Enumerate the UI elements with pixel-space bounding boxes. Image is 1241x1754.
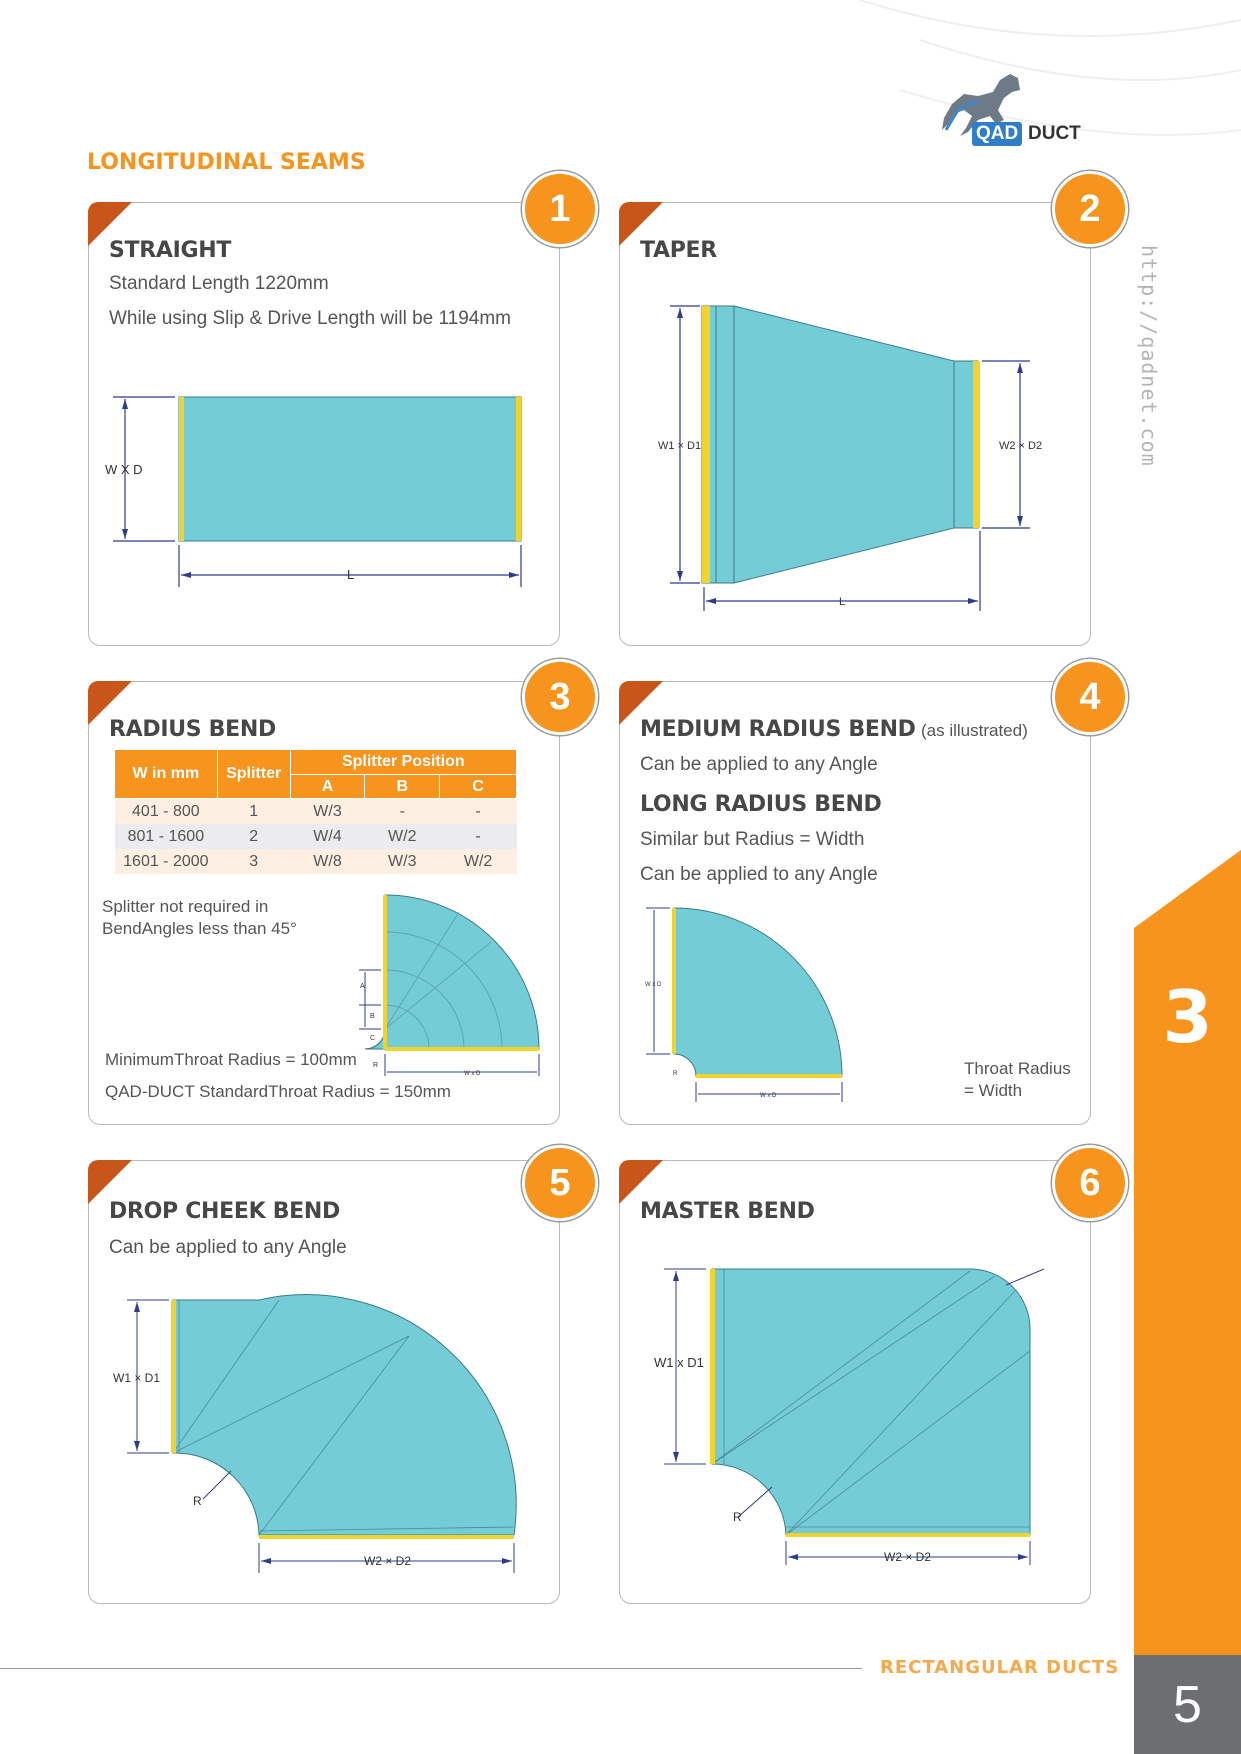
- dim-label: W x D: [760, 1093, 777, 1099]
- straight-duct-diagram: [89, 203, 561, 647]
- card-title: DROP CHEEK BEND: [109, 1199, 340, 1224]
- card-line: Can be applied to any Angle: [640, 754, 878, 775]
- table-cell: -: [440, 799, 517, 825]
- chapter-number: 3: [1162, 975, 1213, 1059]
- table-cell: 801 - 1600: [115, 824, 218, 849]
- card-number-badge: 4: [1052, 659, 1128, 735]
- page-number: 5: [1173, 1676, 1202, 1734]
- card-radius-bend: [88, 681, 560, 1125]
- card-number-badge: 5: [522, 1145, 598, 1221]
- dim-label: W x D: [464, 1071, 481, 1077]
- card-title: TAPER: [640, 238, 717, 263]
- card-title: RADIUS BEND: [109, 717, 276, 742]
- dim-label: W2 × D2: [364, 1554, 412, 1568]
- table-cell: W/3: [365, 849, 440, 874]
- table-header: A: [290, 775, 365, 799]
- dim-label: W x D: [645, 982, 662, 988]
- dim-label: W1 × D1: [113, 1371, 161, 1385]
- throat-text: = Width: [964, 1081, 1023, 1100]
- card-line: Can be applied to any Angle: [109, 1237, 347, 1258]
- table-header: C: [440, 775, 517, 799]
- table-header: Splitter: [217, 750, 290, 799]
- dim-label: R: [673, 1071, 678, 1077]
- table-header: Splitter Position: [290, 750, 516, 775]
- card-number-badge: 6: [1052, 1145, 1128, 1221]
- dim-label: W2 × D2: [884, 1550, 932, 1564]
- drop-cheek-bend-diagram: [89, 1161, 561, 1605]
- dim-label: C: [370, 1035, 376, 1042]
- dim-label: W2 × D2: [999, 440, 1043, 452]
- card-number-badge: 3: [522, 659, 598, 735]
- table-cell: 1: [217, 799, 290, 825]
- table-header: B: [365, 775, 440, 799]
- card-number-badge: 1: [522, 171, 598, 247]
- dim-label: R: [193, 1494, 202, 1508]
- dim-label: W1 × D1: [658, 440, 702, 452]
- throat-text: Throat Radius: [964, 1059, 1071, 1078]
- footer-label: RECTANGULAR DUCTS: [880, 1657, 1120, 1678]
- card-number-badge: 2: [1052, 171, 1128, 247]
- section-title: LONGITUDINAL SEAMS: [87, 150, 366, 175]
- title-note: (as illustrated): [921, 721, 1028, 740]
- logo: [938, 70, 1098, 152]
- min-throat-text: MinimumThroat Radius = 100mm: [105, 1050, 357, 1069]
- footer-rule: [0, 1668, 862, 1669]
- card-straight: [88, 202, 560, 646]
- table-cell: W/3: [290, 799, 365, 825]
- note-line: Splitter not required in: [102, 897, 269, 916]
- table-cell: W/4: [290, 824, 365, 849]
- table-cell: 1601 - 2000: [115, 849, 218, 874]
- card-line: Can be applied to any Angle: [640, 864, 878, 885]
- card-master-bend: [619, 1160, 1091, 1604]
- note-line: BendAngles less than 45°: [102, 919, 297, 938]
- table-cell: 2: [217, 824, 290, 849]
- radius-bend-diagram: [89, 682, 561, 1126]
- table-cell: -: [440, 824, 517, 849]
- dim-label: L: [839, 596, 846, 608]
- master-bend-diagram: [620, 1161, 1092, 1605]
- card-line: Standard Length 1220mm: [109, 273, 329, 294]
- table-cell: W/8: [290, 849, 365, 874]
- table-cell: 401 - 800: [115, 799, 218, 825]
- table-header: W in mm: [115, 750, 218, 799]
- dim-label: A: [360, 983, 365, 990]
- card-taper: [619, 202, 1091, 646]
- card-title: MASTER BEND: [640, 1199, 815, 1224]
- dim-label: W X D: [105, 462, 143, 477]
- card-medium-radius-bend: [619, 681, 1091, 1125]
- card-title: STRAIGHT: [109, 238, 232, 263]
- medium-radius-bend-diagram: [620, 682, 1092, 1126]
- card-drop-cheek-bend: [88, 1160, 560, 1604]
- card-line: Similar but Radius = Width: [640, 829, 865, 850]
- logo-qad: QAD: [972, 122, 1022, 146]
- table-cell: W/2: [440, 849, 517, 874]
- table-cell: -: [365, 799, 440, 825]
- dim-label: R: [733, 1510, 742, 1524]
- taper-duct-diagram: [620, 203, 1092, 647]
- dim-label: B: [370, 1013, 375, 1020]
- chapter-tab: [1134, 850, 1241, 1655]
- std-throat-text: QAD-DUCT StandardThroat Radius = 150mm: [105, 1082, 451, 1101]
- dim-label: W1 x D1: [654, 1355, 704, 1370]
- dim-label: L: [347, 567, 355, 582]
- table-cell: 3: [217, 849, 290, 874]
- card-title: MEDIUM RADIUS BEND: [640, 717, 916, 742]
- table-cell: W/2: [365, 824, 440, 849]
- logo-duct: DUCT: [1028, 123, 1081, 144]
- website-link[interactable]: http://qadnet.com: [1137, 245, 1161, 467]
- card-line: While using Slip & Drive Length will be 1194mm: [109, 308, 511, 329]
- card-subtitle: LONG RADIUS BEND: [640, 792, 882, 817]
- dim-label: R: [373, 1062, 379, 1069]
